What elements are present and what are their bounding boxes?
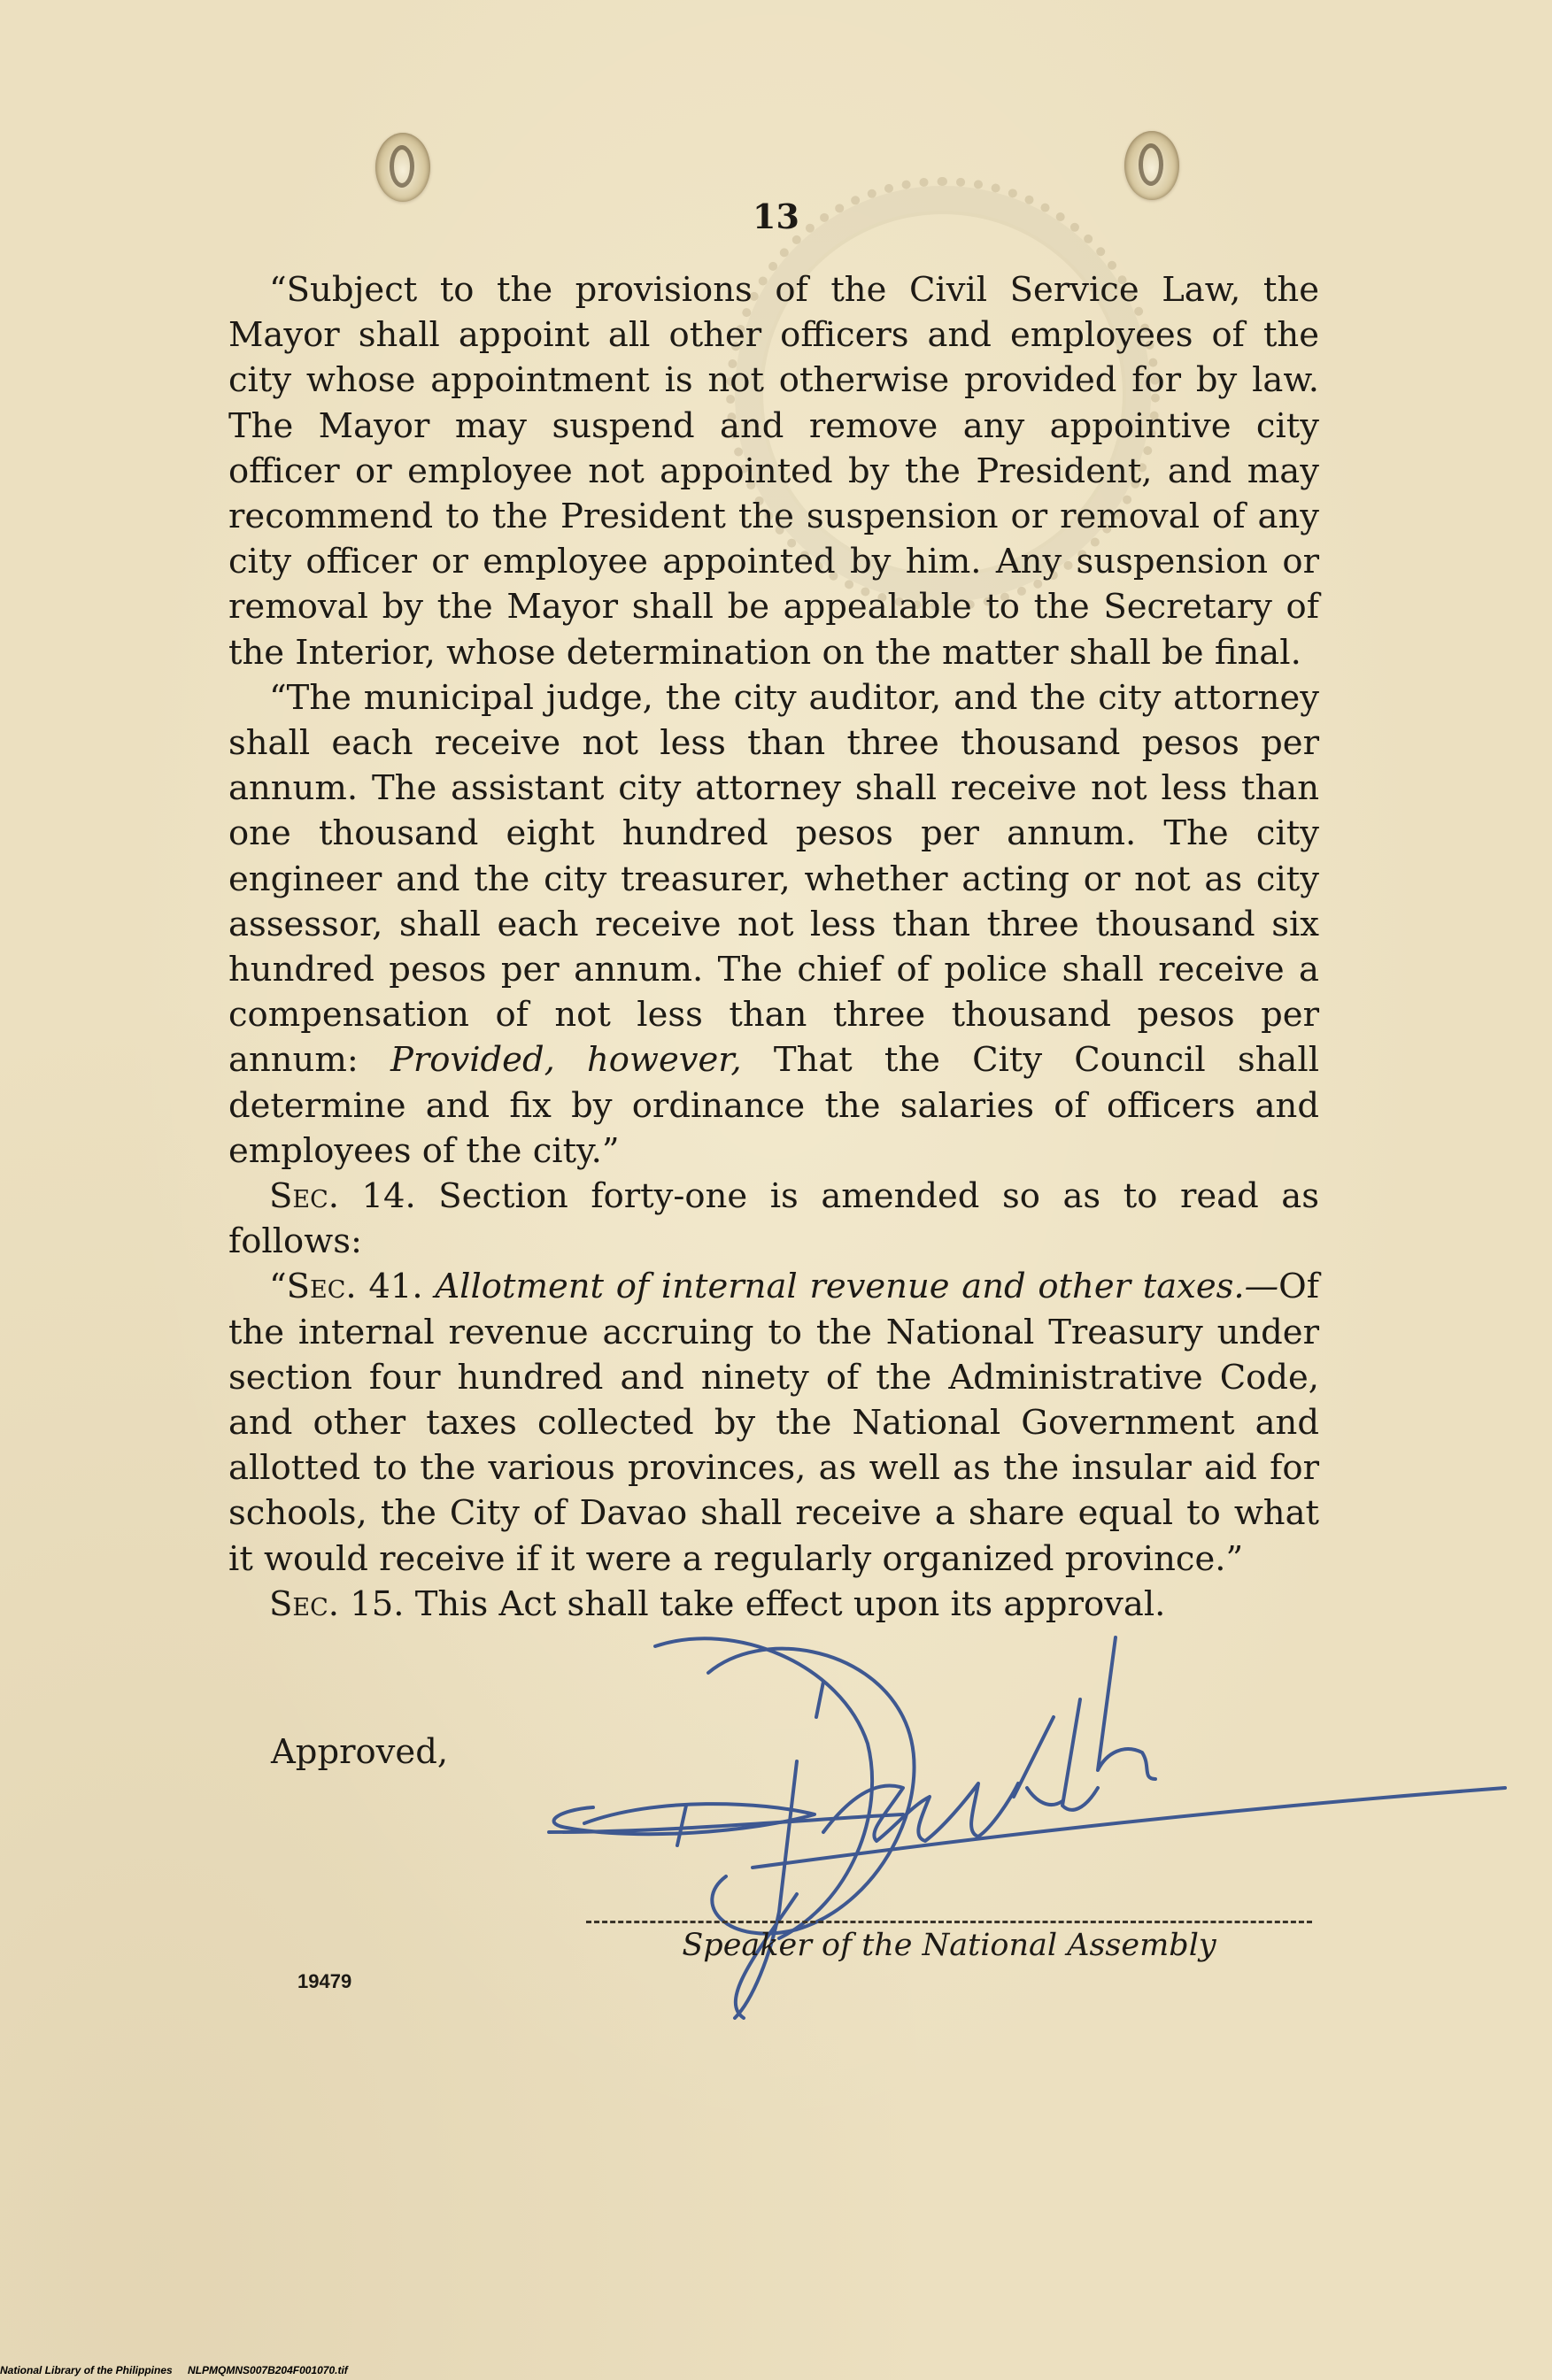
section-label: Sec. <box>269 1583 339 1624</box>
document-code: 19479 <box>297 1970 352 1992</box>
signature-line <box>586 1921 1312 1923</box>
section-41: “Sec. 41. Allotment of internal revenue and other taxes.—Of the internal revenue accruing to the National Treasury under section four hundred and ninety of the Administrative Code, and other taxes collected by the National Government and allotted to the various provinces, as well as the insular aid for schools, the City of Davao shall receive a share equal to what it would receive if it were a regularly organized province.” <box>228 1267 1319 1579</box>
signatory-title: Speaker of the National Assembly <box>682 1928 1216 1963</box>
section-15: Sec. 15. This Act shall take effect upon its approval. <box>269 1583 1166 1624</box>
paragraph-salaries: “The municipal judge, the city auditor, and the city attorney shall each receive not less than three thousand pesos per annum. The assistant city attorney shall receive not less than one thousand eight hundred pesos per annum. The city engineer and the city treasurer, whether acting or not as city assessor, shall each receive not less than three thousand six hundred pesos per annum. The chief of police shall receive a compensation of not less than three thousand pesos per annum: Provided, however, That the City Council shall determine and fix by ordinance the salaries of officers and employees of the city.” <box>228 677 1320 1171</box>
signature-image <box>531 1611 1523 2036</box>
punch-hole-right <box>1124 131 1179 200</box>
archive-footer <box>0 2364 360 2376</box>
section-label: “Sec. <box>269 1267 357 1307</box>
section-41-heading: Allotment of internal revenue and other taxes.— <box>435 1267 1279 1307</box>
section-14: Sec. 14. Section forty-one is amended so as to read as follows: <box>228 1176 1319 1262</box>
paragraph-appointments: “Subject to the provisions of the Civil Service Law, the Mayor shall appoint all other officers and employees of the city whose appointment is not otherwise provided for by law. The Mayor may suspend and remove any appointive city officer or employee not appointed by the President, and may recommend to the President the suspension or removal of any city officer or employee appointed by him. Any suspension or removal by the Mayor shall be appealable to the Secretary of the Interior, whose determination on the matter shall be final. <box>228 270 1319 673</box>
punch-hole-left <box>375 133 430 202</box>
section-label: Sec. <box>269 1176 339 1217</box>
library-credit: National Library of the Philippines <box>0 2364 173 2376</box>
approved-label: Approved, <box>271 1732 449 1772</box>
page-number: 13 <box>753 196 799 236</box>
document-body <box>228 267 1319 1627</box>
file-identifier: NLPMQMNS007B204F001070.tif <box>188 2364 348 2376</box>
proviso-emphasis: Provided, however, <box>390 1040 742 1081</box>
